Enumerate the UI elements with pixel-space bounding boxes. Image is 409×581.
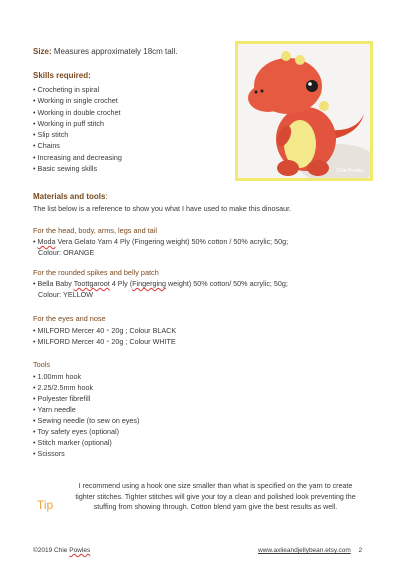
fingering-word: Fingerging	[132, 279, 167, 288]
list-item: • Stitch marker (optional)	[33, 437, 139, 448]
head-section-item: • Moda Vera Gelato Yarn 4 Ply (Fingering weight) 50% cotton / 50% acrylic; 50g; Colour: ORANGE	[33, 237, 289, 257]
website-link[interactable]: www.axlieandjellybean.etsy.com	[258, 547, 351, 554]
skills-list	[33, 84, 122, 174]
tip-label: Tip	[37, 498, 54, 512]
copyright-text: ©2019 Chie	[33, 547, 70, 554]
yarn-colour: Colour: ORANGE	[38, 247, 95, 257]
eyes-list	[33, 325, 373, 347]
yarn-prefix: Bella Baby	[37, 279, 74, 288]
yarn-description: Vera Gelato Yarn 4 Ply (Fingering weight) 50% cotton / 50% acrylic; 50g;	[55, 237, 289, 246]
size-line	[33, 47, 178, 56]
list-item: • MILFORD Mercer 40・20g ; Colour BLACK	[33, 325, 373, 336]
brand-name: Moda	[37, 237, 56, 246]
list-item: • Yarn needle	[33, 404, 139, 415]
yarn-mid: 4 Ply (	[109, 279, 133, 288]
head-section-heading: For the head, body, arms, legs and tail	[33, 226, 157, 235]
yarn-colour: Colour: YELLOW	[38, 289, 93, 299]
footer-website	[258, 547, 362, 554]
page-number: 2	[358, 547, 363, 554]
list-item: • Scissors	[33, 448, 139, 459]
yarn-suffix: weight) 50% cotton/ 50% acrylic; 50g;	[166, 279, 288, 288]
list-item: • Sewing needle (to sew on eyes)	[33, 415, 139, 426]
tip-text: I recommend using a hook one size smaller than what is specified on the yarn to create tighter stitches. Tighter stitches will give your toy a clean and polished look preventing the stuffing from showing through. Cotton blend yarn give the best results as well.	[75, 482, 356, 512]
dinosaur-photo	[235, 41, 373, 181]
list-item: • Working in puff stitch	[33, 118, 122, 129]
list-item: • Increasing and decreasing	[33, 152, 122, 163]
tools-list	[33, 371, 139, 459]
brand-name: Toottgaroot	[73, 279, 110, 288]
list-item: • Toy safety eyes (optional)	[33, 426, 139, 437]
list-item: • MILFORD Mercer 40・20g ; Colour WHITE	[33, 336, 373, 347]
eyes-section-heading: For the eyes and nose	[33, 314, 106, 323]
author-name: Powles	[69, 547, 91, 554]
materials-colon: :	[105, 192, 108, 201]
materials-heading	[33, 192, 108, 201]
materials-subtitle: The list below is a reference to show you what I have used to make this dinosaur.	[33, 204, 292, 213]
list-item: • Polyester fibrefill	[33, 393, 139, 404]
photo-watermark: Chie Powles	[336, 168, 364, 174]
skills-heading: Skills required:	[33, 71, 91, 80]
spikes-section-item: • Bella Baby Toottgaroot 4 Ply (Fingerging weight) 50% cotton/ 50% acrylic; 50g; Colour: YELLOW	[33, 279, 288, 299]
footer-copyright	[33, 547, 90, 554]
spikes-section-heading: For the rounded spikes and belly patch	[33, 268, 159, 277]
list-item: • Chains	[33, 140, 122, 151]
dinosaur-illustration	[238, 44, 370, 178]
size-label: Size:	[33, 47, 52, 56]
materials-title: Materials and tools	[33, 192, 106, 201]
list-item: • Working in double crochet	[33, 107, 122, 118]
list-item: • Crocheting in spiral	[33, 84, 122, 95]
list-item: • Slip stitch	[33, 129, 122, 140]
list-item: • 1.00mm hook	[33, 371, 139, 382]
list-item: • Working in single crochet	[33, 95, 122, 106]
list-item: • 2.25/2.5mm hook	[33, 382, 139, 393]
tools-heading: Tools	[33, 360, 51, 369]
size-text: Measures approximately 18cm tall.	[51, 47, 178, 56]
list-item: • Basic sewing skills	[33, 163, 122, 174]
